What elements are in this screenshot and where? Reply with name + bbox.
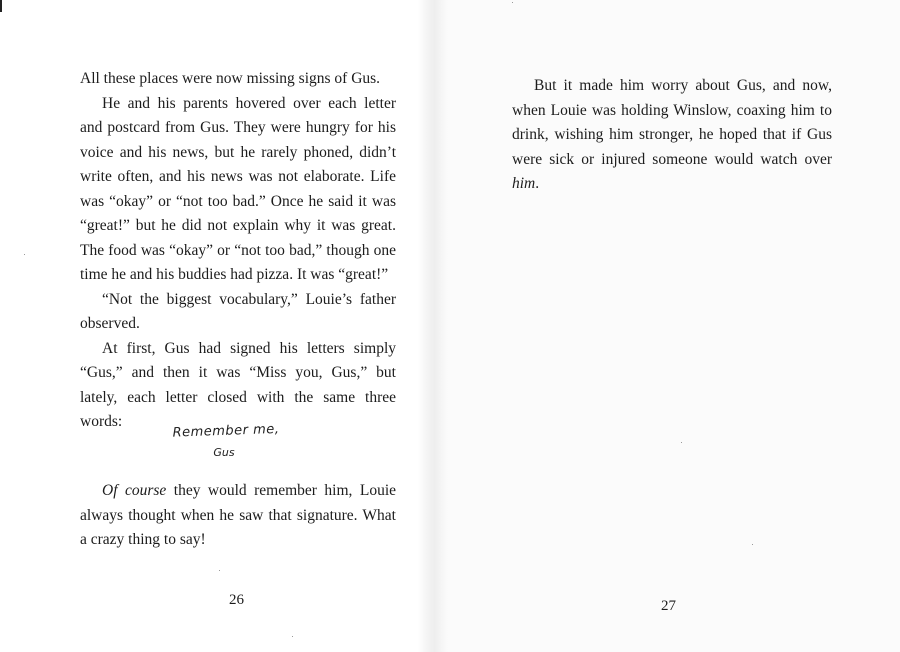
- paragraph-text: But it made him worry about Gus, and now, when Louie was holding Winslow, coaxing him to drink, wishing him stronger, he hoped that if Gus were sick or injured someone would watch over: [512, 77, 832, 168]
- scan-speck: [24, 254, 25, 255]
- scan-speck: [752, 544, 753, 545]
- left-page-body: [80, 67, 396, 435]
- paragraph-text: they would remember him, Louie always thought when he saw that signature. What a crazy thing to say!: [80, 482, 397, 548]
- paragraph: “Not the biggest vocabulary,” Louie’s father observed.: [80, 290, 396, 332]
- paragraph: All these places were now missing signs of Gus.: [80, 70, 381, 87]
- closing-paragraph: [80, 479, 396, 553]
- scan-speck: [219, 570, 220, 571]
- scan-speck: [292, 636, 293, 637]
- scan-speck: [512, 2, 513, 3]
- right-page: [448, 0, 900, 652]
- page-number: 26: [229, 592, 244, 608]
- paragraph-end: .: [535, 175, 540, 192]
- right-page-body: [512, 74, 832, 197]
- emphasis-text: him: [512, 175, 536, 192]
- handwritten-signature-name: Gus: [213, 446, 235, 459]
- page-number: 27: [661, 598, 676, 614]
- paragraph: He and his parents hovered over each letter and postcard from Gus. They were hungry for his voice and his news, but he rarely phoned, didn’t write often, and his news was not elaborate. Life was “okay” or “not too bad.” Once he said it was “great!” but he did not explain why it was great. The food was “okay” or “not too bad,” though one time he and his buddies had pizza. It was “great!”: [80, 94, 396, 283]
- scan-speck: [681, 442, 682, 443]
- left-page: [0, 0, 424, 652]
- emphasis-text: Of course: [102, 482, 167, 499]
- handwritten-signature-line: Remember me,: [172, 421, 280, 441]
- paragraph: At first, Gus had signed his letters simply “Gus,” and then it was “Miss you, Gus,” but lately, each letter closed with the same three words:: [80, 339, 396, 430]
- paragraph: [512, 74, 832, 197]
- book-gutter: [418, 0, 448, 652]
- corner-crop-mark: [0, 0, 2, 12]
